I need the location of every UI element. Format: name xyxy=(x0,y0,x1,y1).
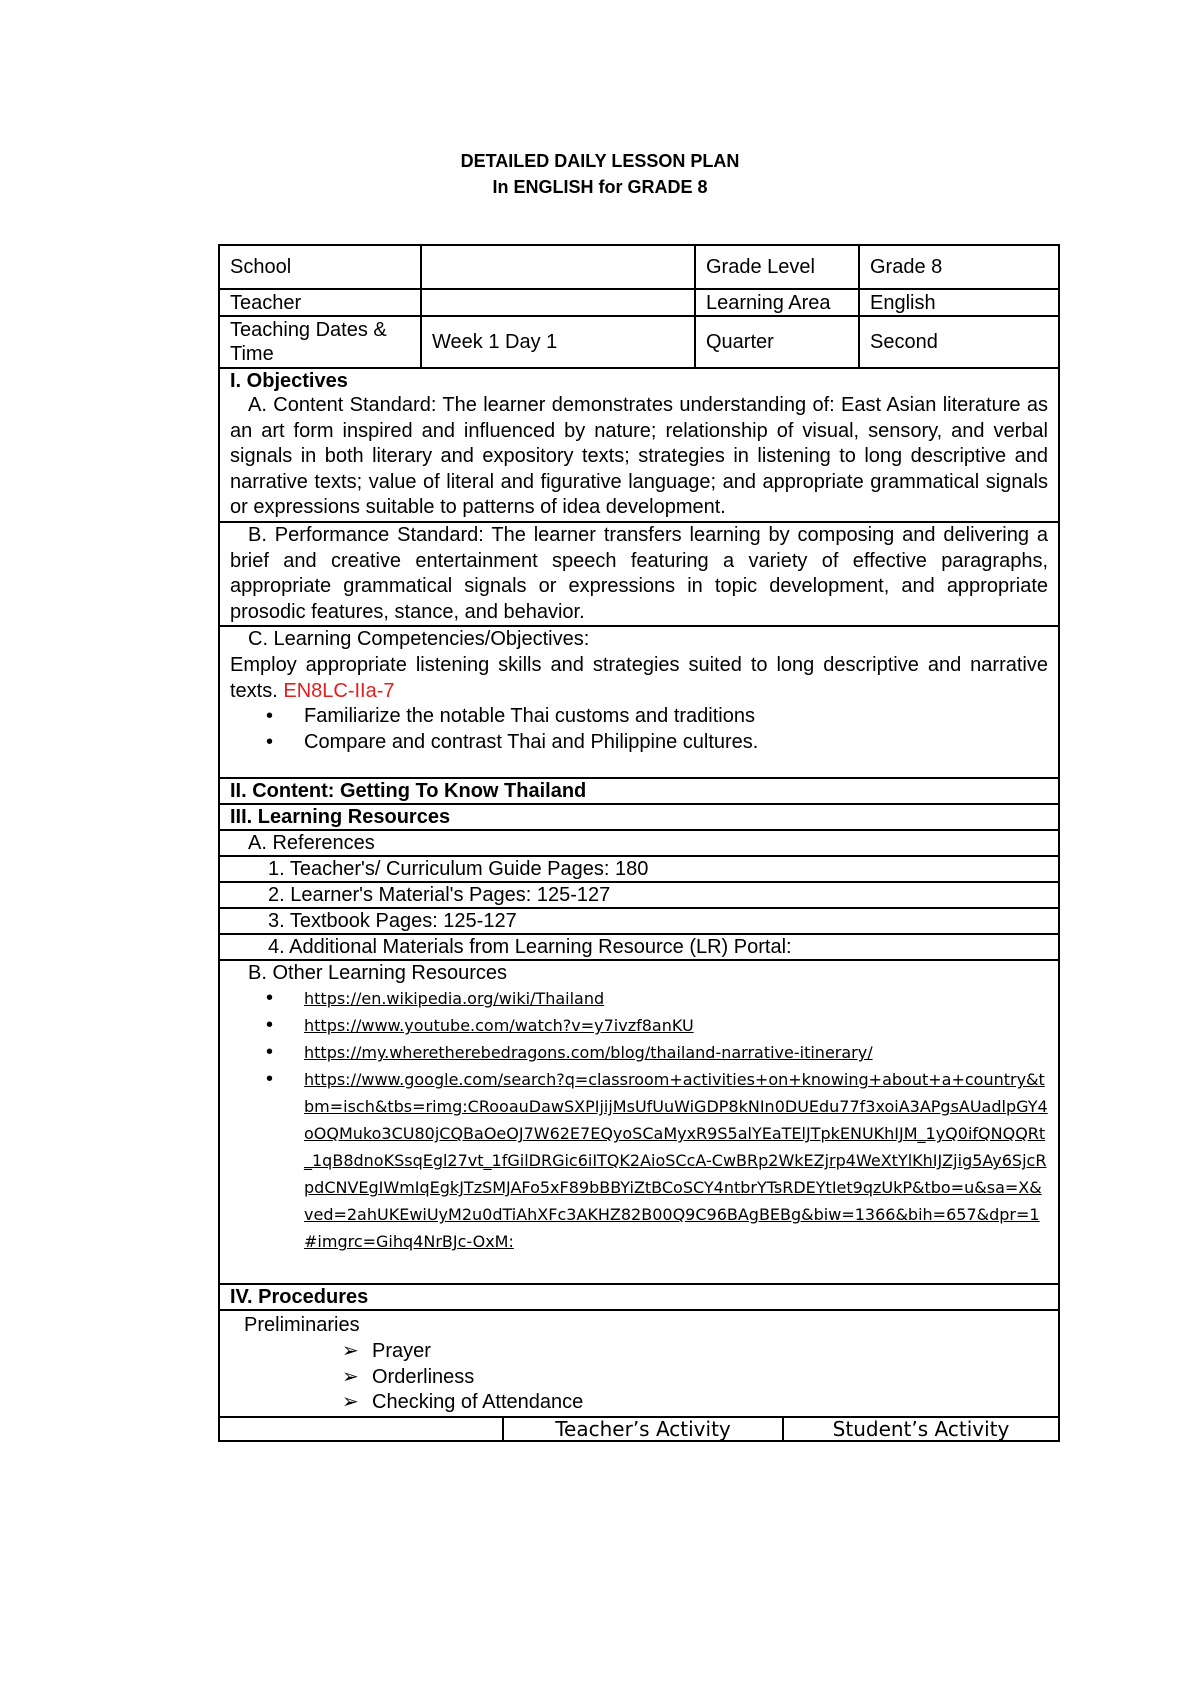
grade-level-value: Grade 8 xyxy=(858,246,1058,288)
preliminary-item xyxy=(220,1390,1058,1416)
activity-blank-cell xyxy=(220,1418,502,1440)
preliminaries-cell xyxy=(220,1309,1058,1415)
preliminaries-heading: Preliminaries xyxy=(244,1314,360,1337)
info-row-teacher xyxy=(220,288,1058,315)
resource-link[interactable]: • https://en.wikipedia.org/wiki/Thailand xyxy=(220,985,1058,1012)
objective-bullet: • Familiarize the notable Thai customs and traditions xyxy=(220,704,1058,730)
competencies-heading: C. Learning Competencies/Objectives: xyxy=(248,628,590,651)
competencies-text: Employ appropriate listening skills and strategies suited to long descriptive and narrative texts. xyxy=(230,653,1048,702)
title-line-2: In ENGLISH for GRADE 8 xyxy=(492,177,708,197)
performance-standard: B. Performance Standard: The learner transfers learning by composing and delivering a brief and creative entertainment speech featuring a variety of effective paragraphs, appropriate grammatical signals or expressions in topic development, and appropriate prosodic features, stance, and behavior. xyxy=(220,521,1058,625)
activity-header-row xyxy=(220,1416,1058,1440)
objectives-heading: I. Objectives xyxy=(220,367,1058,393)
learning-resources-heading: III. Learning Resources xyxy=(220,803,1058,829)
arrow-bullet-icon: ➢ xyxy=(342,1365,359,1388)
teaching-dates-label: Teaching Dates & Time xyxy=(230,319,387,365)
resource-link[interactable]: • https://www.youtube.com/watch?v=y7ivzf8anKU xyxy=(220,1012,1058,1039)
preliminary-item-label: Checking of Attendance xyxy=(372,1391,584,1414)
info-row-dates xyxy=(220,315,1058,367)
reference-item: 4. Additional Materials from Learning Resource (LR) Portal: xyxy=(220,933,1058,959)
other-resources-cell xyxy=(220,959,1058,1283)
preliminary-item xyxy=(220,1339,1058,1365)
references-heading: A. References xyxy=(220,829,1058,855)
lesson-plan-table xyxy=(218,244,1060,1442)
quarter-value: Second xyxy=(858,317,1058,367)
grade-level-label: Grade Level xyxy=(694,246,858,288)
school-value xyxy=(420,246,694,288)
preliminary-item-label: Prayer xyxy=(372,1339,431,1362)
resource-link[interactable]: • https://www.google.com/search?q=classroom+activities+on+knowing+about+a+country&tbm=isch&tbs=rimg:CRooauDawSXPIjijMsUfUuWiGDP8kNIn0DUEdu77f3xoiA3APgsAUadlpGY4oOQMuko3CU80jCQBaOeOJ7W62E7EQyoSCaMyxR9S5alYEaTElJTpkENUKhIJM_1yQ0ifQNQQRt_1qB8dnoKSsqEgl27vt_1fGilDRGic6iITQK2AioSCcA-CwBRp2WkEZjrp4WeXtYlKhIJZjig5Ay6SjcRpdCNVEgIWmIqEgkJTzSMJAFo5xF89bBBYiZtBCoSCY4ntbrYTsRDEYtIet9qzUkP&tbo=u&sa=X&ved=2ahUKEwiUyM2u0dTiAhXFc3AKHZ82B00Q9C96BAgBEBg&biw=1366&bih=657&dpr=1#imgrc=Gihq4NrBJc-OxM: xyxy=(220,1066,1058,1255)
preliminary-item-label: Orderliness xyxy=(372,1365,475,1388)
objective-bullet: • Compare and contrast Thai and Philippine cultures. xyxy=(220,730,1058,756)
teacher-label: Teacher xyxy=(230,291,302,314)
reference-item: 2. Learner's Material's Pages: 125-127 xyxy=(220,881,1058,907)
content-heading: II. Content: Getting To Know Thailand xyxy=(220,777,1058,803)
quarter-label: Quarter xyxy=(694,317,858,367)
school-label: School xyxy=(230,256,292,278)
preliminary-item xyxy=(220,1365,1058,1391)
competencies-cell xyxy=(220,625,1058,777)
document-title xyxy=(0,148,1200,200)
arrow-bullet-icon: ➢ xyxy=(342,1339,359,1362)
arrow-bullet-icon: ➢ xyxy=(342,1391,359,1414)
reference-item: 1. Teacher's/ Curriculum Guide Pages: 180 xyxy=(220,855,1058,881)
teacher-activity-header: Teacher’s Activity xyxy=(502,1418,782,1440)
reference-item: 3. Textbook Pages: 125-127 xyxy=(220,907,1058,933)
learning-area-label: Learning Area xyxy=(694,290,858,315)
competency-code: EN8LC-IIa-7 xyxy=(283,679,395,702)
title-line-1: DETAILED DAILY LESSON PLAN xyxy=(460,151,740,171)
teacher-value xyxy=(420,290,694,315)
info-row-school xyxy=(220,246,1058,288)
content-standard: A. Content Standard: The learner demonstrates understanding of: East Asian literature as an art form inspired and influenced by nature; relationship of visual, sensory, and verbal signals in both literary and expository texts; strategies in listening to long descriptive and narrative texts; value of literal and figurative language; and appropriate grammatical signals or expressions suitable to patterns of idea development. xyxy=(230,394,1048,519)
other-resources-heading: B. Other Learning Resources xyxy=(248,962,508,985)
resource-link[interactable]: • https://my.wheretherebedragons.com/blog/thailand-narrative-itinerary/ xyxy=(220,1039,1058,1066)
competencies-text-block xyxy=(220,653,1058,704)
learning-area-value: English xyxy=(858,290,1058,315)
student-activity-header: Student’s Activity xyxy=(782,1418,1058,1440)
teaching-dates-value: Week 1 Day 1 xyxy=(420,317,694,367)
procedures-heading: IV. Procedures xyxy=(220,1283,1058,1309)
